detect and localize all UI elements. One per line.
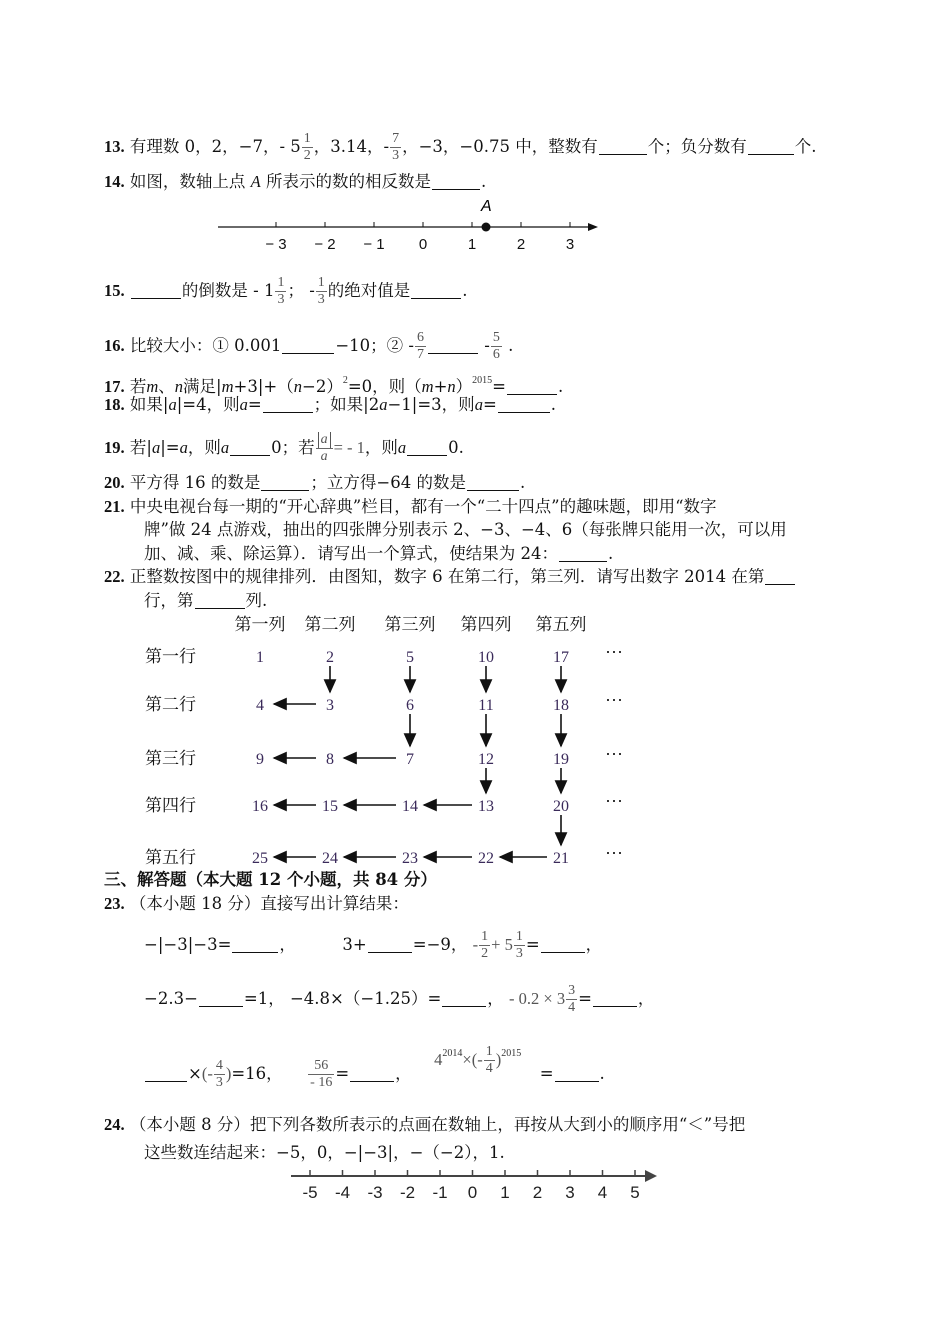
column-header: 第二列 [304,615,356,634]
tick-label: 1 [500,1183,510,1202]
answer-blank-integers[interactable] [599,136,647,155]
question-14: 14. 如图，数轴上点 A 所表示的数的相反数是 . [104,172,487,191]
answer-blank[interactable] [467,472,519,491]
question-number: 24. [104,1115,125,1134]
question-18: 18. 如果|a|=4，则a= ；如果|2a−1|=3，则a= . [104,395,557,414]
question-number: 21. [104,497,125,516]
answer-blank-negative-fractions[interactable] [748,136,794,155]
answer-blank[interactable] [232,934,278,953]
question-24: 24. （本小题 8 分）把下列各数所表示的点画在数轴上，再按从大到小的顺序用“＜”号把 [104,1115,746,1134]
question-number: 13. [104,137,125,156]
grid-value: 2 [326,649,334,666]
tick-label: -2 [399,1183,416,1202]
ellipsis: ··· [605,689,623,709]
question-20: 20. 平方得 16 的数是 ；立方得−64 的数是 . [104,473,526,492]
question-24-line-2: 这些数连结起来：−5，0，−|−3|，−（−2），1. [144,1143,505,1162]
grid-value: 1 [256,649,264,666]
ellipsis: ··· [605,790,623,810]
answer-blank[interactable] [442,988,486,1007]
grid-value: 18 [553,697,569,714]
question-19: 19. 若|a|=a，则a 0；若 $\frac{a}{a}$ = - 1，则a 0. [104,432,464,464]
tick-label: 1 [467,236,477,253]
answer-blank-column[interactable] [195,590,245,609]
fraction: $\frac{7}{3}$ [392,131,400,163]
point-a-label: A [481,198,492,215]
row-label: 第四行 [145,796,196,815]
grid-value: 8 [326,751,334,768]
grid-value: 25 [252,850,268,867]
question-number: 18. [104,395,125,414]
answer-blank[interactable] [428,335,478,354]
grid-value: 9 [256,751,264,768]
grid-value: 5 [406,649,414,666]
row-label: 第三行 [145,749,196,768]
grid-value: 11 [478,697,494,714]
answer-blank[interactable] [498,394,550,413]
answer-blank[interactable] [407,437,447,456]
question-23-row-1: −|−3|−3= ， 3+ =−9， - $\frac{1}{2}$ + 5 $\frac{1}{3}$ = ， [144,929,603,961]
question-21-line-2: 牌”做 24 点游戏，抽出的四张牌分别表示 2、−3、−4、6（每张牌只能用一次，可以用 [144,520,787,539]
tick-label: 0 [418,236,428,253]
axis-arrow [645,1170,657,1182]
number-line-figure-24[interactable] [285,1162,665,1206]
axis-arrow [588,223,598,231]
tick-label: 3 [565,1183,575,1202]
fraction: $\frac{56}{- 16}$ [310,1058,333,1090]
question-number: 15. [104,281,125,300]
column-header: 第一列 [234,615,286,634]
grid-value: 10 [478,649,494,666]
question-22-line-2: 行，第 列. [144,591,268,610]
question-13: 13. 有理数 0，2，−7，- 5 $\frac{1}{2}$ ，3.14，- $\frac{7}{3}$ ，−3，−0.75 中，整数有 个；负分数有 个. [104,131,817,163]
question-23-row-3: ×(- $\frac{4}{3}$ )=16， $\frac{56}{- 16}$ = ， $4^{2014}\times(-$ $\frac{1}{4}$ )$^{2015}$ = . [144,1056,605,1091]
answer-blank[interactable] [263,394,313,413]
answer-blank[interactable] [261,472,309,491]
tick-label: -5 [302,1183,318,1202]
grid-value: 20 [553,798,569,815]
question-17: 17. 若m、n满足$|m+3|+(n-2)^2=0$，则$(m+n)^{2015}=$ . [104,375,564,396]
fraction: $\frac{6}{7}$ [417,330,425,362]
question-22: 22. 正整数按图中的规律排列．由图知，数字 6 在第二行，第三列．请写出数字 2014 在第 [104,565,796,589]
fraction: $\frac{1}{2}$ [303,131,311,163]
question-21-line-3: 加、减、乘、除运算）．请写出一个算式，使结果为 24： . [144,544,614,563]
grid-value: 22 [478,850,494,867]
question-number: 20. [104,473,125,492]
fraction: $\frac{1}{3}$ [515,929,523,961]
grid-value: 4 [256,697,264,714]
grid-value: 15 [322,798,338,815]
answer-blank[interactable] [282,335,334,354]
tick-label: -4 [334,1183,351,1202]
grid-value: 21 [553,850,569,867]
question-number: 14. [104,172,125,191]
row-label: 第二行 [145,695,196,714]
fraction: $\frac{1}{2}$ [481,929,489,961]
answer-blank[interactable] [559,543,607,562]
tick-label: 3 [565,236,575,253]
number-arrangement-grid [135,608,645,873]
tick-label: 0 [467,1183,478,1202]
grid-value: 13 [478,798,494,815]
grid-value: 17 [553,649,569,666]
tick-label: 5 [630,1183,640,1202]
tick-label: 2 [516,236,526,253]
tick-label: 2 [532,1183,543,1202]
question-number: 16. [104,336,125,355]
fraction: $\frac{1}{4}$ [485,1044,493,1076]
answer-blank-row[interactable] [765,566,795,585]
row-label: 第五行 [145,848,196,867]
answer-blank[interactable] [555,1063,599,1082]
tick-label: -3 [367,1183,383,1202]
question-number: 17. [104,377,125,396]
answer-blank[interactable] [199,988,243,1007]
question-number: 22. [104,567,125,586]
answer-blank[interactable] [432,171,480,190]
tick-label: 4 [597,1183,608,1202]
row-label: 第一行 [145,647,196,666]
grid-value: 14 [402,798,418,815]
answer-blank[interactable] [145,1063,187,1082]
column-header: 第三列 [384,615,436,634]
question-23: 23. （本小题 18 分）直接写出计算结果： [104,894,409,913]
section-3-heading: 三、解答题（本大题 12 个小题，共 84 分） [104,870,437,889]
grid-value: 19 [553,751,569,768]
fraction: $\frac{1}{3}$ [317,275,325,307]
answer-blank[interactable] [131,280,181,299]
grid-value: 7 [406,751,414,768]
point-a [482,223,491,232]
fraction: $\frac{1}{3}$ [277,275,285,307]
answer-blank[interactable] [593,988,637,1007]
grid-value: 3 [326,697,334,714]
tick-label: − 2 [314,236,336,253]
answer-blank[interactable] [541,934,585,953]
tick-label: -1 [432,1183,448,1202]
column-header: 第四列 [460,615,512,634]
fraction: $\frac{3}{4}$ [568,983,576,1015]
fraction: $\frac{5}{6}$ [492,330,500,362]
grid-value: 12 [478,751,494,768]
answer-blank[interactable] [350,1063,394,1082]
ellipsis: ··· [605,641,623,661]
answer-blank[interactable] [368,934,412,953]
tick-label: − 3 [265,236,287,253]
grid-value: 23 [402,850,418,867]
grid-value: 16 [252,798,268,815]
question-21: 21. 中央电视台每一期的“开心辞典”栏目，都有一个“二十四点”的趣味题，即用“数字 [104,497,717,516]
answer-blank[interactable] [411,280,461,299]
tick-label: − 1 [363,236,385,253]
question-number: 23. [104,894,125,913]
fraction: $\frac{a}{a}$ [316,432,333,465]
question-15: 15. 的倒数是 - 1 $\frac{1}{3}$ ； - $\frac{1}{3}$ 的绝对值是 . [104,275,468,307]
ellipsis: ··· [605,842,623,862]
question-number: 19. [104,438,125,457]
fraction: $\frac{4}{3}$ [215,1058,223,1090]
answer-blank[interactable] [230,437,270,456]
question-16: 16. 比较大小：① 0.001 −10；② - $\frac{6}{7}$ - $\frac{5}{6}$ . [104,330,514,362]
question-23-row-2: −2.3− =1， −4.8×（−1.25）= ， - 0.2 × 3 $\frac{3}{4}$ = ， [144,983,655,1015]
number-line-figure-14 [210,195,610,257]
grid-value: 24 [322,850,338,867]
ellipsis: ··· [605,743,623,763]
column-header: 第五列 [535,615,587,634]
grid-value: 6 [406,697,414,714]
